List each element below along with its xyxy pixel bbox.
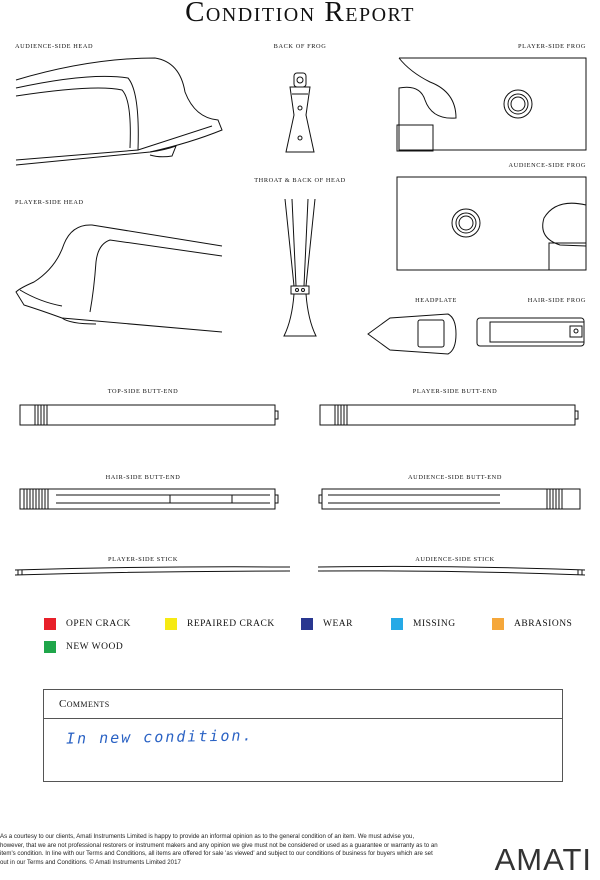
- page-title: Condition Report: [185, 0, 415, 28]
- label-back-of-frog: BACK OF FROG: [273, 43, 327, 50]
- comments-box: [43, 689, 563, 782]
- label-top-side-butt-end: TOP-SIDE BUTT-END: [107, 388, 179, 395]
- legend-label-abrasions: ABRASIONS: [514, 619, 573, 629]
- comments-heading: Comments: [44, 690, 562, 719]
- legend-swatch-repaired-crack: [165, 618, 177, 630]
- player-side-frog-drawing: [397, 58, 586, 151]
- legend-swatch-new-wood: [44, 641, 56, 653]
- label-player-side-head: PLAYER-SIDE HEAD: [15, 199, 84, 206]
- legend-swatch-abrasions: [492, 618, 504, 630]
- audience-side-frog-drawing: [397, 177, 586, 270]
- comments-text: In new condition.: [65, 726, 254, 748]
- legend-label-new-wood: NEW WOOD: [66, 642, 124, 652]
- label-player-side-frog: PLAYER-SIDE FROG: [518, 43, 586, 50]
- brand-logo: AMATI: [494, 842, 592, 877]
- legend-swatch-open-crack: [44, 618, 56, 630]
- legend-label-wear: WEAR: [323, 619, 353, 629]
- legend-new-wood: [44, 640, 123, 654]
- audience-side-butt-end-drawing: [319, 489, 580, 509]
- legend-swatch-missing: [391, 618, 403, 630]
- label-audience-side-butt-end: AUDIENCE-SIDE BUTT-END: [408, 474, 502, 481]
- label-headplate: HEADPLATE: [415, 297, 457, 304]
- legend-label-open-crack: OPEN CRACK: [66, 619, 131, 629]
- label-audience-side-stick: AUDIENCE-SIDE STICK: [415, 556, 495, 563]
- label-hair-side-frog: HAIR-SIDE FROG: [527, 297, 586, 304]
- legend-repaired-crack: [165, 617, 275, 631]
- disclaimer-text: As a courtesy to our clients, Amati Instruments Limited is happy to provide an informal opinion as to the general condition of an item. We must advise you, however, that we are not professional restorers or instrument makers and any opinion we give must not be considered or used as a guarantee or warranty as to an item's condition. In line with our Terms and Conditions, all items are offered for sale 'as viewed' and subject to our conditions of business for buyers which are set out in our Terms and Conditions. © Amati Instruments Limited 2017: [0, 833, 438, 866]
- top-side-butt-end-drawing: [20, 405, 278, 425]
- label-player-side-butt-end: PLAYER-SIDE BUTT-END: [412, 388, 498, 395]
- label-audience-side-head: AUDIENCE-SIDE HEAD: [15, 43, 94, 50]
- player-side-head-drawing: [16, 225, 222, 332]
- legend-swatch-wear: [301, 618, 313, 630]
- hair-side-frog-drawing: [477, 318, 584, 346]
- legend-missing: [391, 617, 456, 631]
- legend-open-crack: [44, 617, 131, 631]
- label-audience-side-frog: AUDIENCE-SIDE FROG: [508, 162, 586, 169]
- label-player-side-stick: PLAYER-SIDE STICK: [108, 556, 178, 563]
- player-side-stick-drawing: [15, 567, 290, 575]
- legend-abrasions: [492, 617, 572, 631]
- back-of-frog-drawing: [286, 73, 314, 152]
- label-hair-side-butt-end: HAIR-SIDE BUTT-END: [105, 474, 181, 481]
- player-side-butt-end-drawing: [320, 405, 578, 425]
- headplate-drawing: [368, 314, 456, 354]
- audience-side-head-drawing: [16, 58, 222, 165]
- label-throat-back-of-head: THROAT & BACK OF HEAD: [254, 177, 346, 184]
- audience-side-stick-drawing: [318, 566, 585, 575]
- legend-label-missing: MISSING: [413, 619, 456, 629]
- throat-back-of-head-drawing: [284, 199, 316, 336]
- legend-label-repaired-crack: REPAIRED CRACK: [187, 619, 275, 629]
- legend-wear: [301, 617, 353, 631]
- hair-side-butt-end-drawing: [20, 489, 278, 509]
